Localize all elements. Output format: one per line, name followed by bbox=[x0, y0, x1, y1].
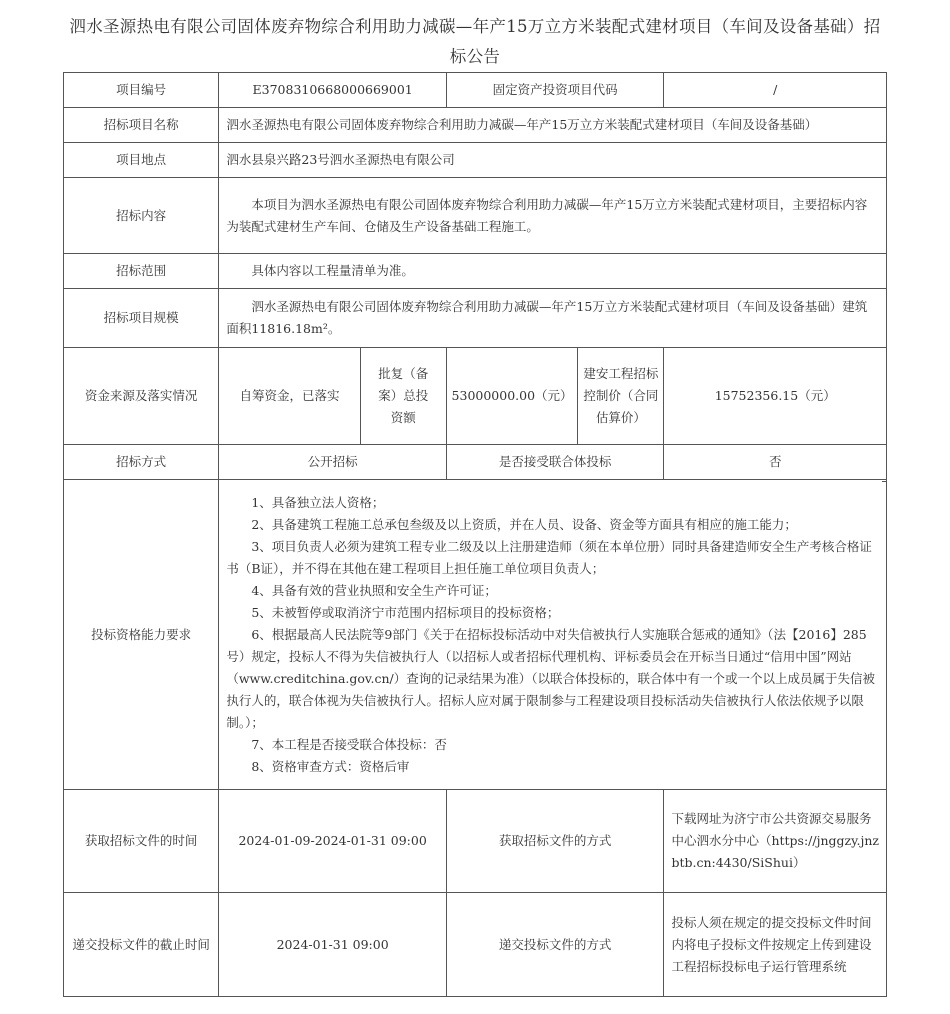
value-project-name: 泗水圣源热电有限公司固体废弃物综合利用助力减碳—年产15万立方米装配式建材项目（车间及设备基础） bbox=[219, 108, 887, 143]
row-submit-docs bbox=[64, 893, 887, 997]
label-obtain-time: 获取招标文件的时间 bbox=[64, 790, 219, 893]
value-submit-method: 投标人须在规定的提交投标文件时间内将电子投标文件按规定上传到建设工程招标投标电子运行管理系统 bbox=[664, 893, 887, 997]
value-investment-code: / bbox=[664, 73, 887, 108]
value-obtain-method: 下载网址为济宁市公共资源交易服务中心泗水分中心（https://jnggzy.jnzbtb.cn:4430/SiShui） bbox=[664, 790, 887, 893]
label-approved-investment: 批复（备案）总投资额 bbox=[360, 348, 446, 445]
qualification-list bbox=[219, 480, 887, 790]
tender-table bbox=[63, 72, 887, 997]
value-location: 泗水县泉兴路23号泗水圣源热电有限公司 bbox=[219, 143, 887, 178]
row-qualification bbox=[64, 480, 887, 790]
qualification-item: 3、项目负责人必须为建筑工程专业二级及以上注册建造师（须在本单位册）同时具备建造师安全生产考核合格证书（B证），并不得在其他在建工程项目上担任施工单位项目负责人； bbox=[226, 538, 872, 576]
value-scope: 具体内容以工程量清单为准。 bbox=[251, 263, 414, 278]
label-submit-deadline: 递交投标文件的截止时间 bbox=[64, 893, 219, 997]
qualification-item: 7、本工程是否接受联合体投标：否 bbox=[251, 736, 447, 752]
value-project-no: E3708310668000669001 bbox=[219, 73, 447, 108]
row-funding bbox=[64, 348, 887, 445]
label-funding: 资金来源及落实情况 bbox=[64, 348, 219, 445]
label-scale: 招标项目规模 bbox=[64, 289, 219, 348]
label-scope: 招标范围 bbox=[64, 254, 219, 289]
label-investment-code: 固定资产投资项目代码 bbox=[446, 73, 664, 108]
row-project-no bbox=[64, 73, 887, 108]
value-joint-bid: 否 bbox=[664, 445, 887, 480]
label-control-price: 建安工程招标控制价（合同估算价） bbox=[578, 348, 664, 445]
qualification-item: 6、根据最高人民法院等9部门《关于在招标投标活动中对失信被执行人实施联合惩戒的通知》（法【2016】285号）规定，投标人不得为失信被执行人（以招标人或者招标代理机构、评标委员会在开标当日通过“信用中国”网站（www.creditchina.gov.cn/）查询的记录结果为准）（以联合体投标的，联合体中有一个或一个以上成员属于失信被执行人的，联合体视为失信被执行人。招标人应对属于限制参与工程建设项目投标活动失信被执行人依法依规予以限制。）； bbox=[226, 626, 875, 730]
label-method: 招标方式 bbox=[64, 445, 219, 480]
label-submit-method: 递交投标文件的方式 bbox=[446, 893, 664, 997]
value-submit-deadline: 2024-01-31 09:00 bbox=[219, 893, 447, 997]
page-title: 泗水圣源热电有限公司固体废弃物综合利用助力减碳—年产15万立方米装配式建材项目（车间及设备基础）招标公告 bbox=[69, 17, 881, 66]
row-scope bbox=[64, 254, 887, 289]
label-content: 招标内容 bbox=[64, 178, 219, 254]
label-project-no: 项目编号 bbox=[64, 73, 219, 108]
row-scale bbox=[64, 289, 887, 348]
label-obtain-method: 获取招标文件的方式 bbox=[446, 790, 664, 893]
qualification-item: 4、具备有效的营业执照和安全生产许可证； bbox=[251, 582, 497, 598]
value-scale: 泗水圣源热电有限公司固体废弃物综合利用助力减碳—年产15万立方米装配式建材项目（车间及设备基础）建筑面积11816.18m²。 bbox=[226, 299, 868, 336]
row-method bbox=[64, 445, 887, 480]
row-location bbox=[64, 143, 887, 178]
qualification-item: 8、资格审查方式：资格后审 bbox=[251, 758, 410, 774]
value-obtain-time: 2024-01-09-2024-01-31 09:00 bbox=[219, 790, 447, 893]
qualification-item: 1、具备独立法人资格； bbox=[251, 494, 385, 510]
value-approved-investment: 53000000.00（元） bbox=[446, 348, 577, 445]
value-control-price: 15752356.15（元） bbox=[664, 348, 887, 445]
label-qualification: 投标资格能力要求 bbox=[64, 480, 219, 790]
row-project-name bbox=[64, 108, 887, 143]
value-funding-source: 自筹资金，已落实 bbox=[219, 348, 360, 445]
row-content bbox=[64, 178, 887, 254]
value-method: 公开招标 bbox=[219, 445, 447, 480]
label-location: 项目地点 bbox=[64, 143, 219, 178]
row-obtain-docs bbox=[64, 790, 887, 893]
label-joint-bid: 是否接受联合体投标 bbox=[446, 445, 664, 480]
margin-tick bbox=[882, 481, 887, 482]
qualification-item: 5、未被暂停或取消济宁市范围内招标项目的投标资格； bbox=[251, 604, 560, 620]
qualification-item: 2、具备建筑工程施工总承包叁级及以上资质，并在人员、设备、资金等方面具有相应的施工能力； bbox=[251, 516, 797, 532]
value-content: 本项目为泗水圣源热电有限公司固体废弃物综合利用助力减碳—年产15万立方米装配式建材项目，主要招标内容为装配式建材生产车间、仓储及生产设备基础工程施工。 bbox=[226, 196, 868, 234]
label-project-name: 招标项目名称 bbox=[64, 108, 219, 143]
